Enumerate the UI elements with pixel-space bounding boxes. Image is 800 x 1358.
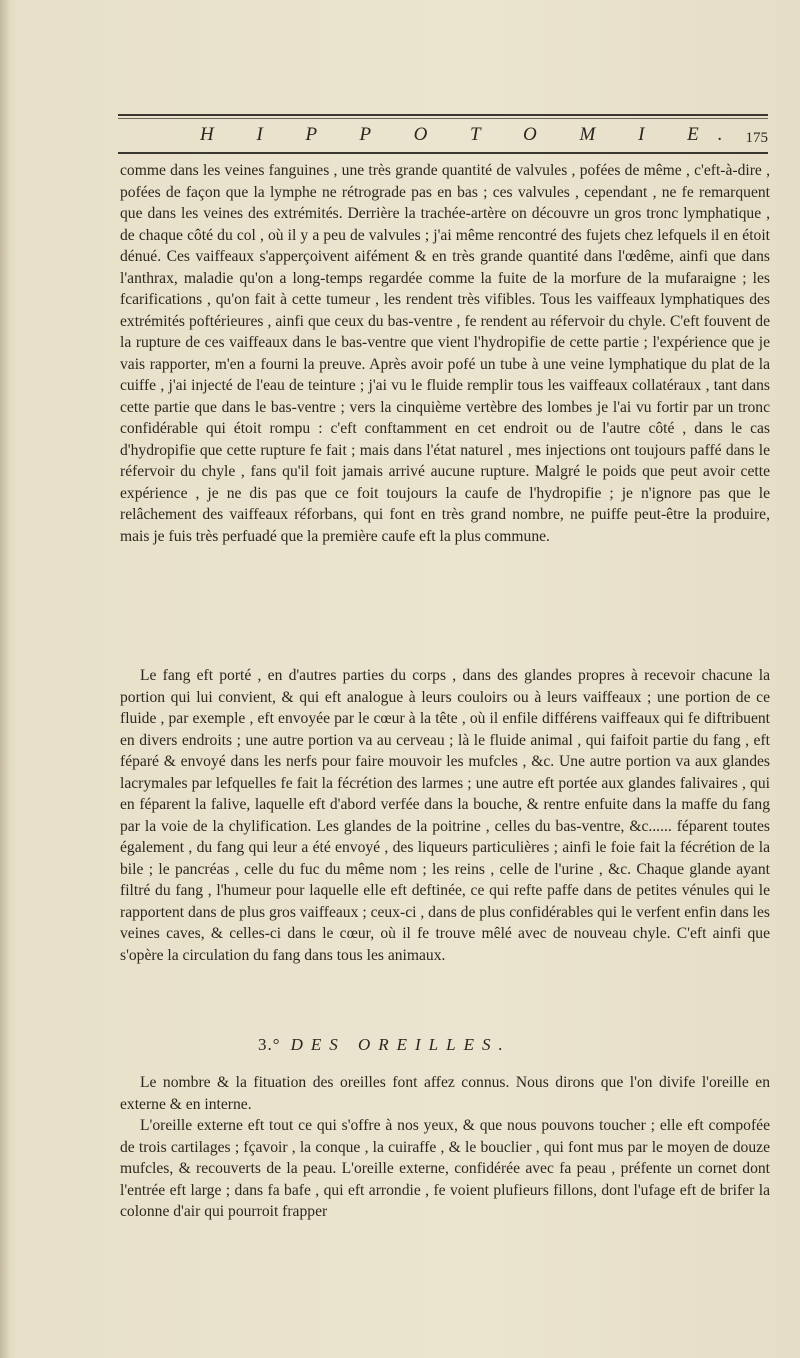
page-gutter-shadow — [0, 0, 10, 1358]
paragraph-text: L'oreille externe eft tout ce qui s'offre à nos yeux, & que nous pouvons toucher ; elle eft compofée de trois cartilages ; fçavoir , la conque , la cuiraffe , & le bouclier , qui font mus par le moyen de douze mufcles, & recouverts de la peau. L'oreille externe, confidérée avec fa peau , préfente un cornet dont l'entrée eft large ; dans fa bafe , qui eft arrondie , fe voient plufieurs fillons, dont l'ufage eft de brifer la colonne d'air qui pourroit frapper — [120, 1117, 770, 1220]
top-rule-thin — [118, 118, 768, 119]
paragraph-text: comme dans les veines fanguines , une très grande quantité de valvules , pofées de même , c'eft-à-dire , pofées de façon que la lymphe ne rétrograde pas en bas ; ces valvules , cependant , ne fe remarquent que dans les veines des extrémités. Derrière la trachée-artère on découvre un gros tronc lymphatique , de chaque côté du col , où il y a peu de valvules ; j'ai même rencontré des fujets chez lefquels il en étoit dénué. Ces vaiffeaux s'apperçoivent aifément & en très grande quantité dans l'œdême, ainfi que dans l'anthrax, maladie qu'on a long-temps regardée comme la fuite de la morfure de la mufaraigne ; les fcarifications , qu'on fait à cette tumeur , les rendent très vifibles. Tous les vaiffeaux lymphatiques des extrémités poftérieures , ainfi que ceux du bas-ventre , fe rendent au réfervoir du chyle. C'eft fouvent de la rupture de ces vaiffeaux dans le bas-ventre que vient l'hydropifie de cette partie ; l'expérience que je vais rapporter, m'en a fourni la preuve. Après avoir pofé un tube à une veine lymphatique du plat de la cuiffe , j'ai injecté de l'eau de teinture ; j'ai vu le fluide remplir tous les vaiffeaux collatéraux , tant dans cette partie que dans le bas-ventre ; vers la cinquième vertèbre des lombes je l'ai vu fortir par un tronc confidérable qui étoit rompu : c'eft conftamment en cet endroit ou de l'autre côté , dans le cas d'hydropifie que cette rupture fe fait ; mais dans l'état naturel , mes injections ont toujours paffé dans le réfervoir du chyle , fans qu'il foit jamais arrivé aucune rupture. Malgré le poids que peut avoir cette expérience , je ne dis pas que ce foit toujours la caufe de l'hydropifie ; je n'ignore pas que le relâchement des vaiffeaux réforbans, qui font en très grand nombre, ne puiffe peut-être la produire, mais je fuis très perfuadé que la première caufe eft la plus commune. — [120, 162, 770, 545]
page-number: 175 — [745, 130, 768, 146]
section-title: DES OREILLES. — [290, 1035, 511, 1054]
header-rule — [118, 152, 768, 154]
paragraph-lymphatics — [120, 160, 770, 547]
top-rule — [118, 114, 768, 116]
paragraph-blood-glands — [120, 665, 770, 966]
section-number: 3.° — [258, 1035, 281, 1054]
page-header — [118, 124, 768, 148]
paragraph-ears-intro — [120, 1072, 770, 1223]
running-head: H I P P O T O M I E. — [200, 124, 742, 145]
paragraph-text: Le nombre & la fituation des oreilles font affez connus. Nous dirons que l'on divife l'oreille en externe & en interne. — [120, 1074, 770, 1113]
paragraph-text: Le fang eft porté , en d'autres parties du corps , dans des glandes propres à recevoir chacune la portion qui lui convient, & qui eft analogue à leurs couloirs ou à leurs vaiffeaux ; une portion de ce fluide , par exemple , eft envoyée par le cœur à la tête , où il enfile différens vaiffeaux qui fe diftribuent en divers endroits ; une autre portion va au cerveau ; là le fluide animal , qui faifoit partie du fang , eft féparé & envoyé dans les nerfs pour faire mouvoir les mufcles , &c. Une autre portion va aux glandes lacrymales par lefquelles fe fait la fécrétion des larmes ; une autre eft portée aux glandes falivaires , qui en féparent la falive, laquelle eft d'abord verfée dans la bouche, & rentre enfuite dans la maffe du fang par la voie de la chylification. Les glandes de la poitrine , celles du bas-ventre, &c...... féparent toutes également , du fang qui leur a été envoyé , des liqueurs particulières ; ainfi le foie fait la fécrétion de la bile ; le pancréas , celle du fuc du même nom ; les reins , celle de l'urine , &c. Chaque glande ayant filtré du fang , l'humeur pour laquelle elle eft deftinée, ce qui refte paffe dans de petites vénules qui le rapportent dans de plus gros vaiffeaux ; ceux-ci , dans de plus confidérables qui le verfent enfin dans les veines caves, & celles-ci dans le cœur, où il fe trouve mêlé avec de nouveau chyle. C'eft ainfi que s'opère la circulation du fang dans tous les animaux. — [120, 667, 770, 964]
section-heading — [258, 1035, 511, 1055]
